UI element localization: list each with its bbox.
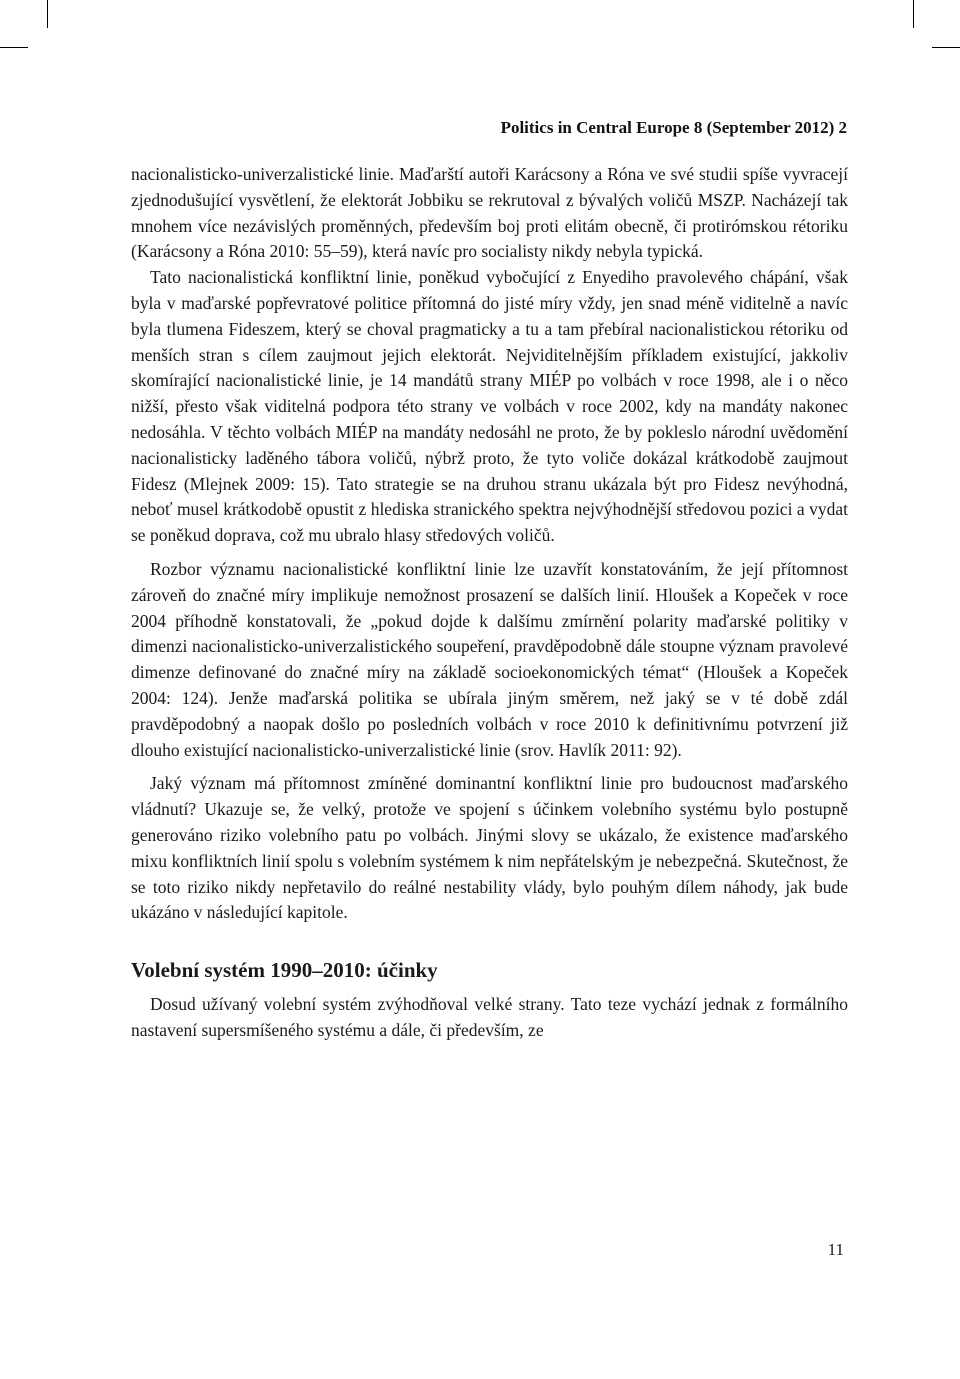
running-header: Politics in Central Europe 8 (September 2012) 2 [500,118,847,137]
paragraph-2: Tato nacionalistická konfliktní linie, poněkud vybočující z Enyediho pravolevého chápání, však byla v maďarské popřevratové politice přítomná do jisté míry vždy, jen snad méně viditelně a navíc byla tlumena Fideszem, který se choval pragmaticky a tu a tam přebíral nacionalistickou rétoriku od menších stran s cílem zaujmout jejich elektorát. Nejviditelnějším příkladem existující, jakkoliv skomírající nacionalistické linie, je 14 mandátů strany MIÉP po volbách v roce 1998, ale i o něco nižší, přesto však viditelná podpora této strany ve volbách v roce 2002, kdy na mandáty nakonec nedosáhla. V těchto volbách MIÉP na mandáty nedosáhl ne proto, že by pokleslo národní uvědomění nacionalisticky laděného tábora voličů, nýbrž proto, že tyto voliče dokázal krátkodobě zaujmout Fidesz (Mlejnek 2009: 15). Tato strategie se na druhou stranu ukázala být pro Fidesz nevýhodná, neboť musel krátkodobě opustit z hlediska stranického spektra nejvýhodnější středovou pozici a vydat se poněkud doprava, což mu ubralo hlasy středových voličů. [131,267,848,546]
crop-mark-top-right-v [913,0,914,28]
section-paragraph: Dosud užívaný volební systém zvýhodňoval velké strany. Tato teze vychází jednak z formálního nastavení supersmíšeného systému a dále, či především, ze [131,994,848,1040]
crop-mark-top-left-h [0,47,28,48]
main-text [131,162,848,1044]
page-number: 11 [827,1240,844,1259]
paragraph-3: Rozbor významu nacionalistické konfliktní linie lze uzavřít konstatováním, že její přítomnost zároveň do značné míry implikuje nemožnost prosazení se dalších linií. Hloušek a Kopeček v roce 2004 příhodně konstatovali, že „pokud dojde k dalšímu zmírnění polarity maďarské politiky v dimenzi nacionalisticko-univerzalistického soupeření, pravděpodobně dále stoupne význam pravolevé dimenze definované do značné míry na základě socioekonomických témat“ (Hloušek a Kopeček 2004: 124). Jenže maďarská politika se ubírala jiným směrem, než jaký se v té době zdál pravděpodobný a naopak došlo po posledních volbách v roce 2010 k definitivnímu potvrzení již dlouho existující nacionalisticko-univerzalistické linie (srov. Havlík 2011: 92). [131,558,848,760]
section-heading: Volební systém 1990–2010: účinky [131,958,438,983]
crop-mark-top-right-h [932,47,960,48]
paragraph-1: nacionalisticko-univerzalistické linie. Maďarští autoři Karácsony a Róna ve své studii spíše vyvracejí zjednodušující vysvětlení, že elektorát Jobbiku se rekrutoval z bývalých voličů MSZP. Nacházejí tak mnohem více nezávislých proměnných, především boj proti elitám obecně, či protirómskou rétoriku (Karácsony a Róna 2010: 55–59), která navíc pro socialisty nikdy nebyla typická. [131,164,848,262]
paragraph-4: Jaký význam má přítomnost zmíněné dominantní konfliktní linie pro budoucnost maďarského vládnutí? Ukazuje se, že velký, protože ve spojení s účinkem volebního systému bylo postupně generováno riziko volebního patu po volbách. Jinými slovy se ukázalo, že existence maďarského mixu konfliktních linií spolu s volebním systémem k nim nepřátelským je nebezpečná. Skutečnost, že se toto riziko nikdy nepřetavilo do reálné nestability vlády, bylo pouhým dílem náhody, jak bude ukázáno v následující kapitole. [131,773,848,923]
crop-mark-top-left-v [47,0,48,28]
